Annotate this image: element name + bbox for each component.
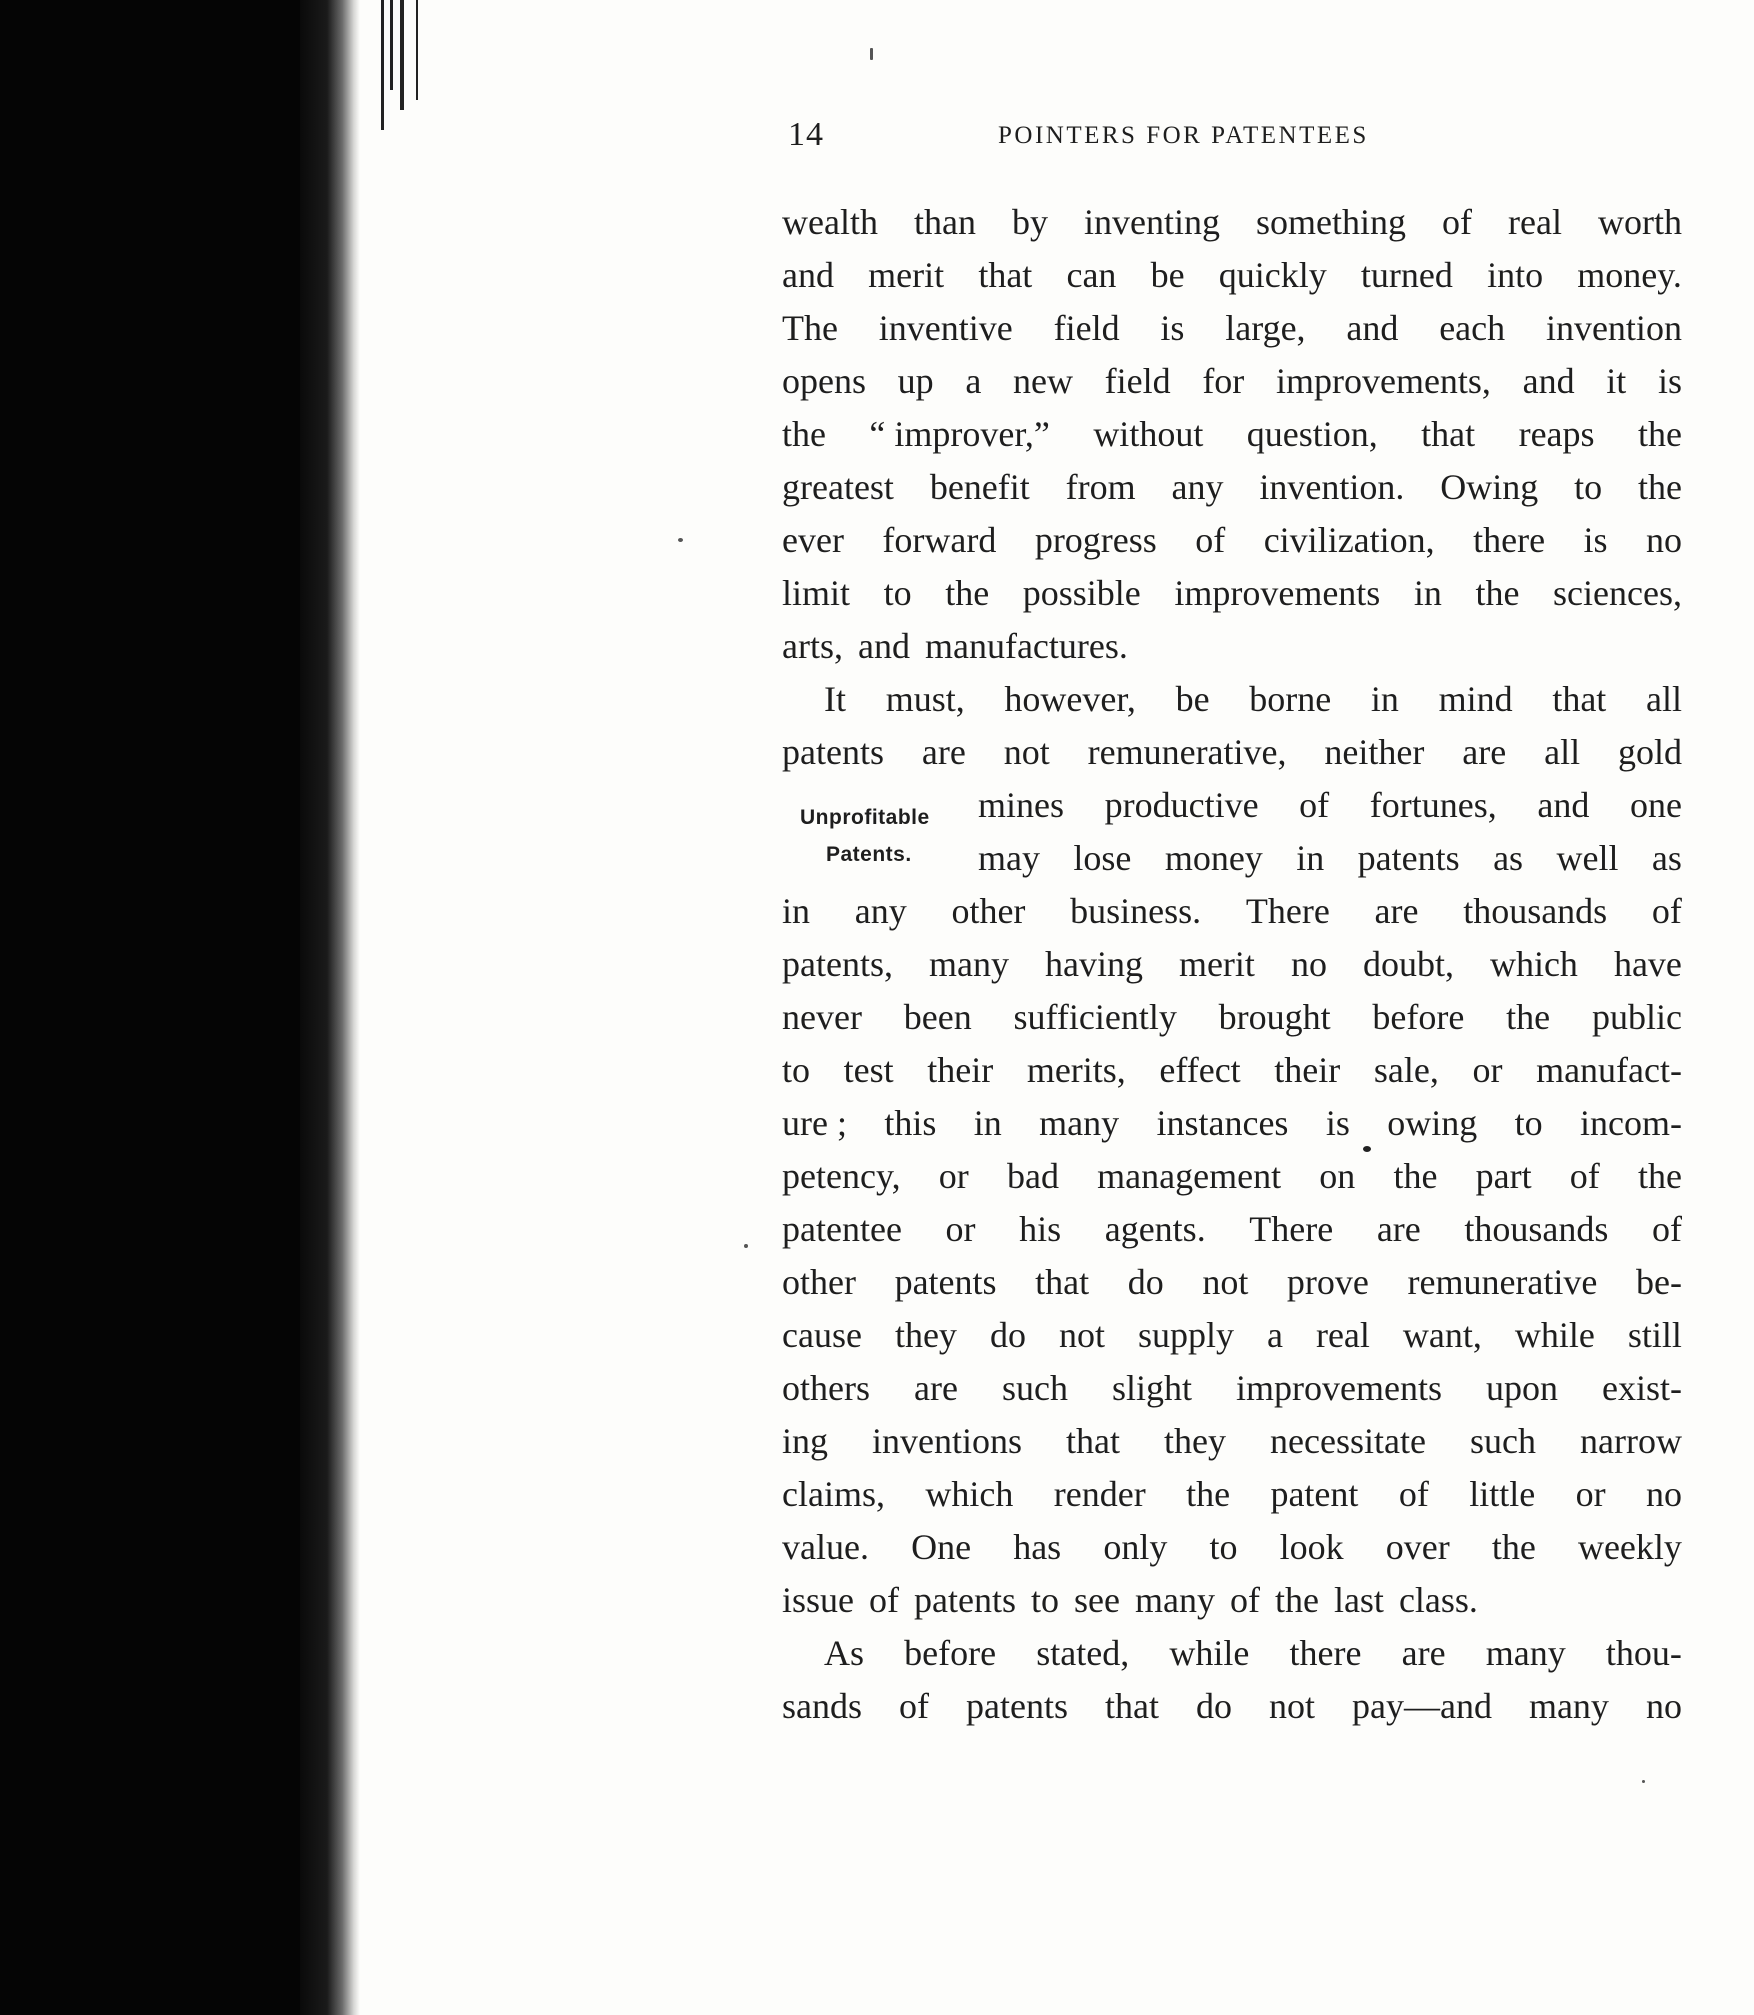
word: patents xyxy=(966,1686,1068,1726)
word: there xyxy=(1289,1633,1362,1673)
word: do xyxy=(989,1315,1026,1355)
word: fortunes, xyxy=(1369,785,1497,825)
word: stated, xyxy=(1036,1633,1130,1673)
word: improvements, xyxy=(1275,361,1491,401)
word: all xyxy=(1646,679,1682,719)
word: patents xyxy=(894,1262,997,1302)
word: no xyxy=(1645,1686,1682,1726)
text-line xyxy=(978,779,1682,832)
word: lose xyxy=(1073,838,1132,878)
text-line xyxy=(978,832,1682,885)
word: still xyxy=(1627,1315,1682,1355)
word: each xyxy=(1439,308,1506,348)
word: new xyxy=(1013,361,1073,401)
word: are xyxy=(921,732,966,772)
word: that xyxy=(978,255,1033,295)
word: in xyxy=(782,891,811,931)
word: than xyxy=(913,202,976,242)
word: wealth xyxy=(782,202,878,242)
word: management xyxy=(1097,1156,1282,1196)
word: question, xyxy=(1246,414,1378,454)
word: narrow xyxy=(1580,1421,1682,1461)
word: class. xyxy=(1398,1580,1478,1620)
text-line xyxy=(782,1150,1682,1203)
word: mines xyxy=(978,785,1064,825)
word: that xyxy=(1552,679,1607,719)
word: last xyxy=(1333,1580,1384,1620)
page-number: 14 xyxy=(788,116,824,153)
word: a xyxy=(1266,1315,1283,1355)
word: are xyxy=(1376,1209,1421,1249)
text-line xyxy=(782,1097,1682,1150)
word: the xyxy=(1637,467,1682,507)
word: invention xyxy=(1545,308,1682,348)
word: see xyxy=(1074,1580,1120,1620)
word: to xyxy=(1209,1527,1238,1567)
word: no xyxy=(1645,520,1682,560)
word: many xyxy=(1485,1633,1566,1673)
word: agents. xyxy=(1104,1209,1206,1249)
word: test xyxy=(843,1050,894,1090)
word: other xyxy=(782,1262,856,1302)
text-line xyxy=(782,885,1682,938)
word: never xyxy=(782,997,862,1037)
word: thousands xyxy=(1464,1209,1609,1249)
word: inventive xyxy=(878,308,1013,348)
word: ure ; xyxy=(782,1103,847,1143)
word: possible xyxy=(1022,573,1141,613)
word: any xyxy=(1171,467,1224,507)
word: for xyxy=(1202,361,1245,401)
text-line xyxy=(782,1256,1682,1309)
margin-note-line-1: Unprofitable xyxy=(800,806,930,829)
word: reaps xyxy=(1518,414,1595,454)
binding-edge xyxy=(0,0,350,2015)
binding-streak xyxy=(400,0,404,110)
scan-speck xyxy=(744,1244,748,1248)
word: are xyxy=(1401,1633,1446,1673)
word: real xyxy=(1315,1315,1370,1355)
word: do xyxy=(1195,1686,1232,1726)
word: slight xyxy=(1111,1368,1192,1408)
word: and xyxy=(857,626,910,666)
word: be xyxy=(1175,679,1210,719)
word: benefit xyxy=(929,467,1030,507)
word: to xyxy=(883,573,912,613)
word: can xyxy=(1066,255,1117,295)
word: turned xyxy=(1360,255,1453,295)
word: is xyxy=(1657,361,1682,401)
word: one xyxy=(1629,785,1682,825)
word: necessitate xyxy=(1270,1421,1426,1461)
word: into xyxy=(1487,255,1544,295)
text-line xyxy=(782,1044,1682,1097)
word: inventions xyxy=(872,1421,1023,1461)
word: of xyxy=(1229,1580,1260,1620)
word: mind xyxy=(1438,679,1513,719)
word: to xyxy=(782,1050,811,1090)
word: or xyxy=(1575,1474,1606,1514)
word: pay—and xyxy=(1351,1686,1492,1726)
text-line xyxy=(782,1468,1682,1521)
page-header xyxy=(788,116,1688,156)
text-line xyxy=(782,1415,1682,1468)
word: however, xyxy=(1004,679,1136,719)
word: they xyxy=(1164,1421,1227,1461)
word: in xyxy=(1296,838,1325,878)
word: ever xyxy=(782,520,844,560)
text-line xyxy=(782,620,1682,673)
word: having xyxy=(1044,944,1143,984)
word: or xyxy=(945,1209,976,1249)
text-line xyxy=(782,673,1682,726)
word: of xyxy=(1398,1474,1429,1514)
word: sands xyxy=(782,1686,862,1726)
word: prove xyxy=(1286,1262,1369,1302)
word: opens xyxy=(782,361,866,401)
word: well xyxy=(1556,838,1619,878)
word: There xyxy=(1249,1209,1334,1249)
word: business. xyxy=(1070,891,1202,931)
word: is xyxy=(1325,1103,1350,1143)
text-line xyxy=(782,302,1682,355)
word: this xyxy=(884,1103,937,1143)
text-line xyxy=(782,514,1682,567)
word: ing xyxy=(782,1421,829,1461)
word: of xyxy=(1651,1209,1682,1249)
word: while xyxy=(1514,1315,1595,1355)
word: the xyxy=(1506,997,1551,1037)
word: only xyxy=(1103,1527,1168,1567)
word: may xyxy=(978,838,1040,878)
word: productive xyxy=(1104,785,1259,825)
word: merits, xyxy=(1026,1050,1126,1090)
word: The xyxy=(782,308,838,348)
word: greatest xyxy=(782,467,894,507)
text-line xyxy=(782,1362,1682,1415)
word: over xyxy=(1385,1527,1450,1567)
word: up xyxy=(897,361,934,401)
word: merit xyxy=(868,255,945,295)
word: owing xyxy=(1387,1103,1478,1143)
word: supply xyxy=(1137,1315,1234,1355)
word: are xyxy=(1462,732,1507,772)
word: patents xyxy=(1357,838,1460,878)
word: it xyxy=(1606,361,1627,401)
word: incom- xyxy=(1579,1103,1682,1143)
word: a xyxy=(965,361,982,401)
word: As xyxy=(824,1633,865,1673)
word: sciences, xyxy=(1553,573,1682,613)
word: want, xyxy=(1402,1315,1482,1355)
word: field xyxy=(1104,361,1171,401)
word: remunerative, xyxy=(1087,732,1287,772)
word: before xyxy=(904,1633,997,1673)
word: not xyxy=(1202,1262,1249,1302)
word: any xyxy=(854,891,907,931)
word: not xyxy=(1003,732,1050,772)
word: their xyxy=(1274,1050,1341,1090)
text-line xyxy=(782,938,1682,991)
word: must, xyxy=(885,679,965,719)
word: not xyxy=(1268,1686,1315,1726)
word: many xyxy=(1134,1580,1215,1620)
word: invention. xyxy=(1259,467,1405,507)
word: such xyxy=(1469,1421,1536,1461)
word: the xyxy=(1491,1527,1536,1567)
word: no xyxy=(1645,1474,1682,1514)
word: that xyxy=(1066,1421,1121,1461)
word: that xyxy=(1035,1262,1090,1302)
word: not xyxy=(1058,1315,1105,1355)
word: real xyxy=(1508,202,1562,242)
word: without xyxy=(1093,414,1204,454)
word: petency, xyxy=(782,1156,901,1196)
word: from xyxy=(1065,467,1136,507)
word: in xyxy=(1413,573,1442,613)
word: patentee xyxy=(782,1209,902,1249)
word: render xyxy=(1053,1474,1146,1514)
word: as xyxy=(1651,838,1682,878)
text-line xyxy=(782,196,1682,249)
word: improvements xyxy=(1236,1368,1442,1408)
word: as xyxy=(1493,838,1524,878)
word: gold xyxy=(1617,732,1682,772)
body-text xyxy=(782,196,1682,1733)
word: such xyxy=(1001,1368,1068,1408)
word: civilization, xyxy=(1263,520,1435,560)
text-line xyxy=(782,567,1682,620)
word: cause xyxy=(782,1315,862,1355)
word: progress xyxy=(1034,520,1157,560)
word: weekly xyxy=(1577,1527,1682,1567)
word: quickly xyxy=(1218,255,1327,295)
word: while xyxy=(1169,1633,1250,1673)
word: that xyxy=(1421,414,1476,454)
word: there xyxy=(1473,520,1546,560)
word: remunerative xyxy=(1407,1262,1598,1302)
word: and xyxy=(1346,308,1399,348)
word: something xyxy=(1256,202,1406,242)
word: or xyxy=(1472,1050,1503,1090)
word: their xyxy=(927,1050,994,1090)
word: upon xyxy=(1486,1368,1558,1408)
word: patents xyxy=(782,732,884,772)
word: little xyxy=(1469,1474,1536,1514)
word: improvements xyxy=(1174,573,1381,613)
word: patents, xyxy=(782,944,893,984)
text-line xyxy=(782,1574,1682,1627)
scan-speck xyxy=(678,538,683,542)
word: money xyxy=(1164,838,1263,878)
word: no xyxy=(1290,944,1327,984)
binding-streak xyxy=(416,0,418,100)
word: has xyxy=(1013,1527,1062,1567)
word: of xyxy=(1651,891,1682,931)
word: have xyxy=(1613,944,1682,984)
word: and xyxy=(1537,785,1590,825)
text-line xyxy=(782,461,1682,514)
word: field xyxy=(1053,308,1120,348)
word: manufactures. xyxy=(924,626,1128,666)
word: of xyxy=(1569,1156,1600,1196)
word: arts, xyxy=(782,626,843,666)
text-line xyxy=(782,408,1682,461)
word: limit xyxy=(782,573,851,613)
word: look xyxy=(1279,1527,1344,1567)
word: patents xyxy=(914,1580,1016,1620)
text-line xyxy=(782,355,1682,408)
word: all xyxy=(1544,732,1581,772)
word: by xyxy=(1011,202,1048,242)
word: and xyxy=(1522,361,1575,401)
binding-streak xyxy=(390,0,393,90)
text-line xyxy=(782,1309,1682,1362)
word: many xyxy=(1039,1103,1120,1143)
word: which xyxy=(925,1474,1014,1514)
word: are xyxy=(1374,891,1419,931)
binding-fringe xyxy=(300,0,360,2015)
word: forward xyxy=(882,520,997,560)
word: the xyxy=(782,414,826,454)
word: value. xyxy=(782,1527,869,1567)
word: sale, xyxy=(1373,1050,1439,1090)
word: of xyxy=(899,1686,929,1726)
word: before xyxy=(1372,997,1465,1037)
margin-note-line-2: Patents. xyxy=(826,843,912,866)
text-line xyxy=(782,1680,1682,1733)
word: of xyxy=(1195,520,1226,560)
word: claims, xyxy=(782,1474,885,1514)
word: to xyxy=(1574,467,1603,507)
word: in xyxy=(973,1103,1002,1143)
word: be- xyxy=(1635,1262,1682,1302)
text-line xyxy=(782,1203,1682,1256)
text-line xyxy=(782,1627,1682,1680)
word: sufficiently xyxy=(1013,997,1177,1037)
word: of xyxy=(1299,785,1330,825)
word: of xyxy=(1442,202,1473,242)
word: many xyxy=(1528,1686,1609,1726)
word: been xyxy=(903,997,972,1037)
text-line xyxy=(782,1521,1682,1574)
word: “ improver,” xyxy=(869,414,1050,454)
word: do xyxy=(1127,1262,1164,1302)
word: Owing xyxy=(1440,467,1539,507)
word: One xyxy=(911,1527,972,1567)
word: to xyxy=(1030,1580,1059,1620)
word: issue xyxy=(782,1580,854,1620)
word: There xyxy=(1245,891,1330,931)
text-line xyxy=(782,726,1682,779)
word: instances xyxy=(1156,1103,1289,1143)
word: the xyxy=(1637,414,1682,454)
scan-speck xyxy=(870,48,873,60)
word: the xyxy=(1186,1474,1231,1514)
word: patent xyxy=(1270,1474,1359,1514)
word: It xyxy=(824,679,846,719)
word: the xyxy=(1274,1580,1319,1620)
word: be xyxy=(1150,255,1185,295)
word: and xyxy=(782,255,834,295)
binding-streak xyxy=(381,0,384,130)
word: manufact- xyxy=(1536,1050,1682,1090)
word: which xyxy=(1489,944,1578,984)
word: the xyxy=(1475,573,1520,613)
scan-speck xyxy=(1642,1780,1645,1783)
word: that xyxy=(1104,1686,1159,1726)
word: exist- xyxy=(1602,1368,1682,1408)
word: effect xyxy=(1159,1050,1241,1090)
word: worth xyxy=(1598,202,1682,242)
word: is xyxy=(1583,520,1608,560)
word: his xyxy=(1019,1209,1062,1249)
word: other xyxy=(951,891,1026,931)
running-head: POINTERS FOR PATENTEES xyxy=(998,122,1369,149)
word: neither xyxy=(1324,732,1425,772)
word: of xyxy=(869,1580,899,1620)
word: or xyxy=(938,1156,969,1196)
word: many xyxy=(928,944,1009,984)
word: others xyxy=(782,1368,870,1408)
word: the xyxy=(1393,1156,1438,1196)
word: the xyxy=(1637,1156,1682,1196)
word: bad xyxy=(1006,1156,1059,1196)
word: they xyxy=(894,1315,957,1355)
word: is xyxy=(1160,308,1185,348)
word: thou- xyxy=(1605,1633,1682,1673)
word: large, xyxy=(1225,308,1306,348)
word: in xyxy=(1370,679,1399,719)
word: thousands xyxy=(1463,891,1608,931)
word: are xyxy=(914,1368,958,1408)
word: inventing xyxy=(1084,202,1220,242)
word: brought xyxy=(1218,997,1331,1037)
word: part xyxy=(1475,1156,1532,1196)
text-line xyxy=(782,991,1682,1044)
word: public xyxy=(1591,997,1682,1037)
word: on xyxy=(1319,1156,1356,1196)
text-line xyxy=(782,249,1682,302)
word: to xyxy=(1514,1103,1543,1143)
word: the xyxy=(945,573,990,613)
word: doubt, xyxy=(1362,944,1454,984)
word: money. xyxy=(1577,255,1682,295)
word: borne xyxy=(1249,679,1332,719)
word: merit xyxy=(1178,944,1255,984)
